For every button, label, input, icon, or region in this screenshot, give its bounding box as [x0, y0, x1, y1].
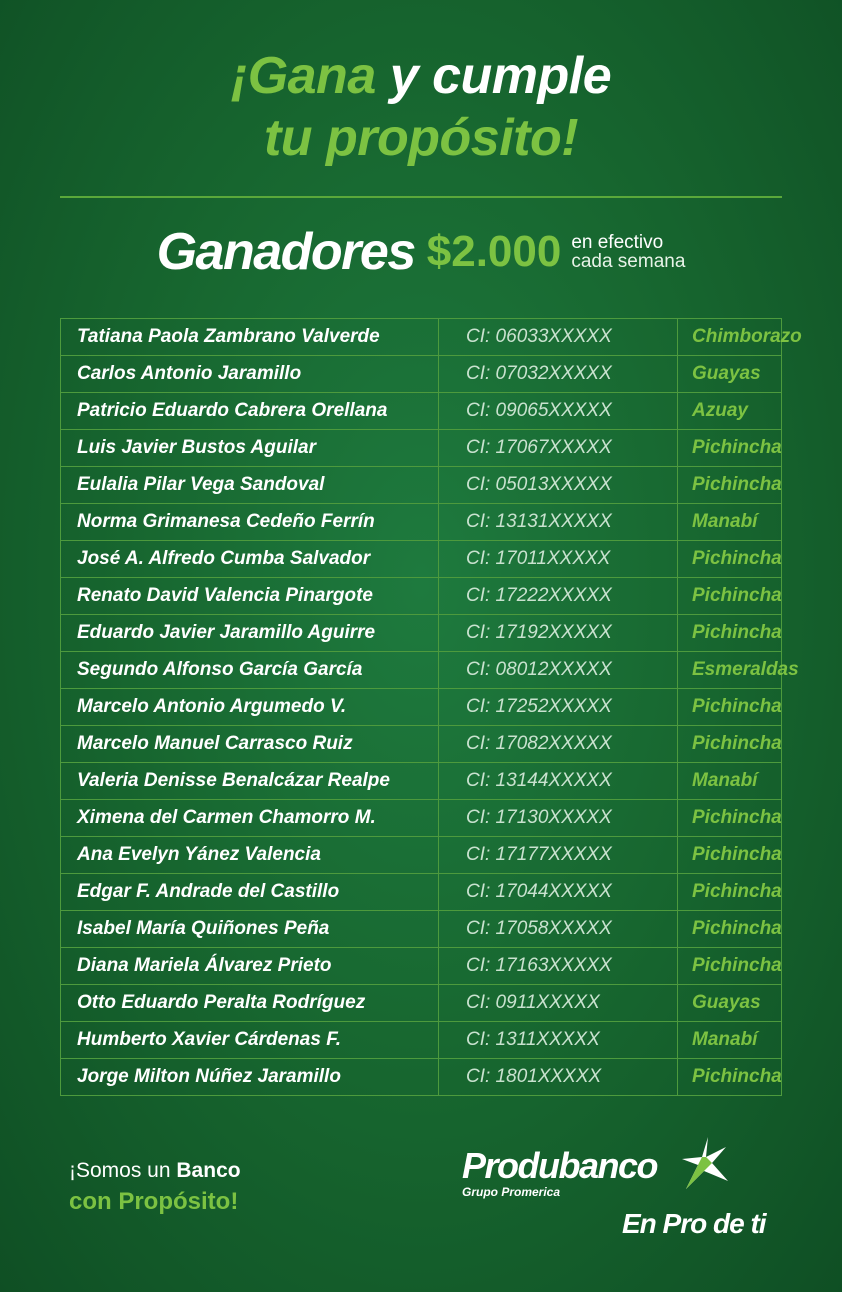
- winner-province: Esmeraldas: [678, 652, 782, 689]
- winner-ci: CI: 17252XXXXX: [439, 689, 678, 726]
- winner-name: Norma Grimanesa Cedeño Ferrín: [61, 504, 439, 541]
- winner-province: Pichincha: [678, 948, 782, 985]
- winner-province: Pichincha: [678, 911, 782, 948]
- winner-ci: CI: 17177XXXXX: [439, 837, 678, 874]
- table-row: [61, 985, 782, 1022]
- winner-ci: CI: 07032XXXXX: [439, 356, 678, 393]
- winner-ci: CI: 13144XXXXX: [439, 763, 678, 800]
- table-row: [61, 948, 782, 985]
- winners-title: Ganadores: [156, 223, 415, 281]
- table-row: [61, 319, 782, 356]
- winner-province: Manabí: [678, 763, 782, 800]
- winner-name: José A. Alfredo Cumba Salvador: [61, 541, 439, 578]
- winner-ci: CI: 17067XXXXX: [439, 430, 678, 467]
- table-row: [61, 430, 782, 467]
- winner-name: Valeria Denisse Benalcázar Realpe: [61, 763, 439, 800]
- table-row: [61, 467, 782, 504]
- prize-description: [571, 233, 685, 271]
- winner-name: Marcelo Manuel Carrasco Ruiz: [61, 726, 439, 763]
- winner-ci: CI: 0911XXXXX: [439, 985, 678, 1022]
- tagline-prefix: ¡Somos un: [69, 1159, 177, 1182]
- table-row: [61, 911, 782, 948]
- winner-province: Pichincha: [678, 430, 782, 467]
- winner-province: Pichincha: [678, 874, 782, 911]
- table-row: [61, 393, 782, 430]
- divider: [60, 196, 782, 198]
- table-row: [61, 652, 782, 689]
- table-row: [61, 356, 782, 393]
- winner-ci: CI: 17130XXXXX: [439, 800, 678, 837]
- winner-province: Pichincha: [678, 615, 782, 652]
- winner-name: Isabel María Quiñones Peña: [61, 911, 439, 948]
- winner-ci: CI: 09065XXXXX: [439, 393, 678, 430]
- winner-province: Pichincha: [678, 726, 782, 763]
- produbanco-logo: [460, 1135, 740, 1205]
- winner-ci: CI: 05013XXXXX: [439, 467, 678, 504]
- winner-province: Pichincha: [678, 578, 782, 615]
- prize-line-2: cada semana: [571, 251, 686, 272]
- table-row: [61, 800, 782, 837]
- table-row: [61, 541, 782, 578]
- winners-table-body: [61, 319, 802, 1096]
- winner-name: Luis Javier Bustos Aguilar: [61, 430, 439, 467]
- winner-province: Pichincha: [678, 1059, 782, 1096]
- table-row: [61, 837, 782, 874]
- tagline-line-1: [69, 1155, 241, 1186]
- winner-ci: CI: 06033XXXXX: [439, 319, 678, 356]
- winner-ci: CI: 17058XXXXX: [439, 911, 678, 948]
- winner-province: Pichincha: [678, 689, 782, 726]
- brand-name: Produbanco: [462, 1145, 658, 1186]
- winner-name: Patricio Eduardo Cabrera Orellana: [61, 393, 439, 430]
- winner-name: Edgar F. Andrade del Castillo: [61, 874, 439, 911]
- winner-province: Chimborazo: [678, 319, 782, 356]
- winner-name: Humberto Xavier Cárdenas F.: [61, 1022, 439, 1059]
- table-row: [61, 1059, 782, 1096]
- table-row: [61, 689, 782, 726]
- winner-province: Guayas: [678, 985, 782, 1022]
- winner-name: Renato David Valencia Pinargote: [61, 578, 439, 615]
- headline: [0, 45, 842, 169]
- table-row: [61, 615, 782, 652]
- headline-cumple: y cumple: [389, 47, 612, 105]
- winner-name: Eduardo Javier Jaramillo Aguirre: [61, 615, 439, 652]
- headline-line-2: tu propósito!: [263, 109, 579, 167]
- winner-ci: CI: 17192XXXXX: [439, 615, 678, 652]
- prize-line-1: en efectivo: [571, 232, 664, 253]
- winner-province: Azuay: [678, 393, 782, 430]
- winner-ci: CI: 17011XXXXX: [439, 541, 678, 578]
- table-row: [61, 874, 782, 911]
- winner-name: Diana Mariela Álvarez Prieto: [61, 948, 439, 985]
- winner-name: Jorge Milton Núñez Jaramillo: [61, 1059, 439, 1096]
- winner-name: Marcelo Antonio Argumedo V.: [61, 689, 439, 726]
- table-row: [61, 504, 782, 541]
- winner-ci: CI: 08012XXXXX: [439, 652, 678, 689]
- winner-province: Manabí: [678, 504, 782, 541]
- winner-ci: CI: 17163XXXXX: [439, 948, 678, 985]
- brand-group: Grupo Promerica: [462, 1185, 561, 1199]
- winner-name: Otto Eduardo Peralta Rodríguez: [61, 985, 439, 1022]
- tagline: [69, 1155, 241, 1217]
- winner-name: Carlos Antonio Jaramillo: [61, 356, 439, 393]
- tagline-line-2: con Propósito!: [69, 1188, 239, 1215]
- winner-ci: CI: 1311XXXXX: [439, 1022, 678, 1059]
- winner-name: Eulalia Pilar Vega Sandoval: [61, 467, 439, 504]
- winner-province: Pichincha: [678, 837, 782, 874]
- headline-line-1: [0, 45, 842, 107]
- winner-province: Manabí: [678, 1022, 782, 1059]
- winner-ci: CI: 17082XXXXX: [439, 726, 678, 763]
- winner-province: Pichincha: [678, 800, 782, 837]
- headline-gana: ¡Gana: [230, 47, 376, 105]
- winner-province: Guayas: [678, 356, 782, 393]
- winner-province: Pichincha: [678, 467, 782, 504]
- winners-table: [60, 318, 802, 1096]
- winner-ci: CI: 17222XXXXX: [439, 578, 678, 615]
- star-icon: [668, 1135, 730, 1191]
- winner-name: Ximena del Carmen Chamorro M.: [61, 800, 439, 837]
- winner-name: Ana Evelyn Yánez Valencia: [61, 837, 439, 874]
- winner-ci: CI: 13131XXXXX: [439, 504, 678, 541]
- winners-header: [0, 222, 842, 282]
- table-row: [61, 726, 782, 763]
- table-row: [61, 763, 782, 800]
- winner-ci: CI: 1801XXXXX: [439, 1059, 678, 1096]
- brand-slogan: En Pro de ti: [622, 1208, 766, 1239]
- tagline-banco: Banco: [176, 1159, 241, 1182]
- winner-name: Segundo Alfonso García García: [61, 652, 439, 689]
- winner-name: Tatiana Paola Zambrano Valverde: [61, 319, 439, 356]
- winner-ci: CI: 17044XXXXX: [439, 874, 678, 911]
- prize-amount: $2.000: [426, 227, 562, 276]
- table-row: [61, 578, 782, 615]
- winner-province: Pichincha: [678, 541, 782, 578]
- table-row: [61, 1022, 782, 1059]
